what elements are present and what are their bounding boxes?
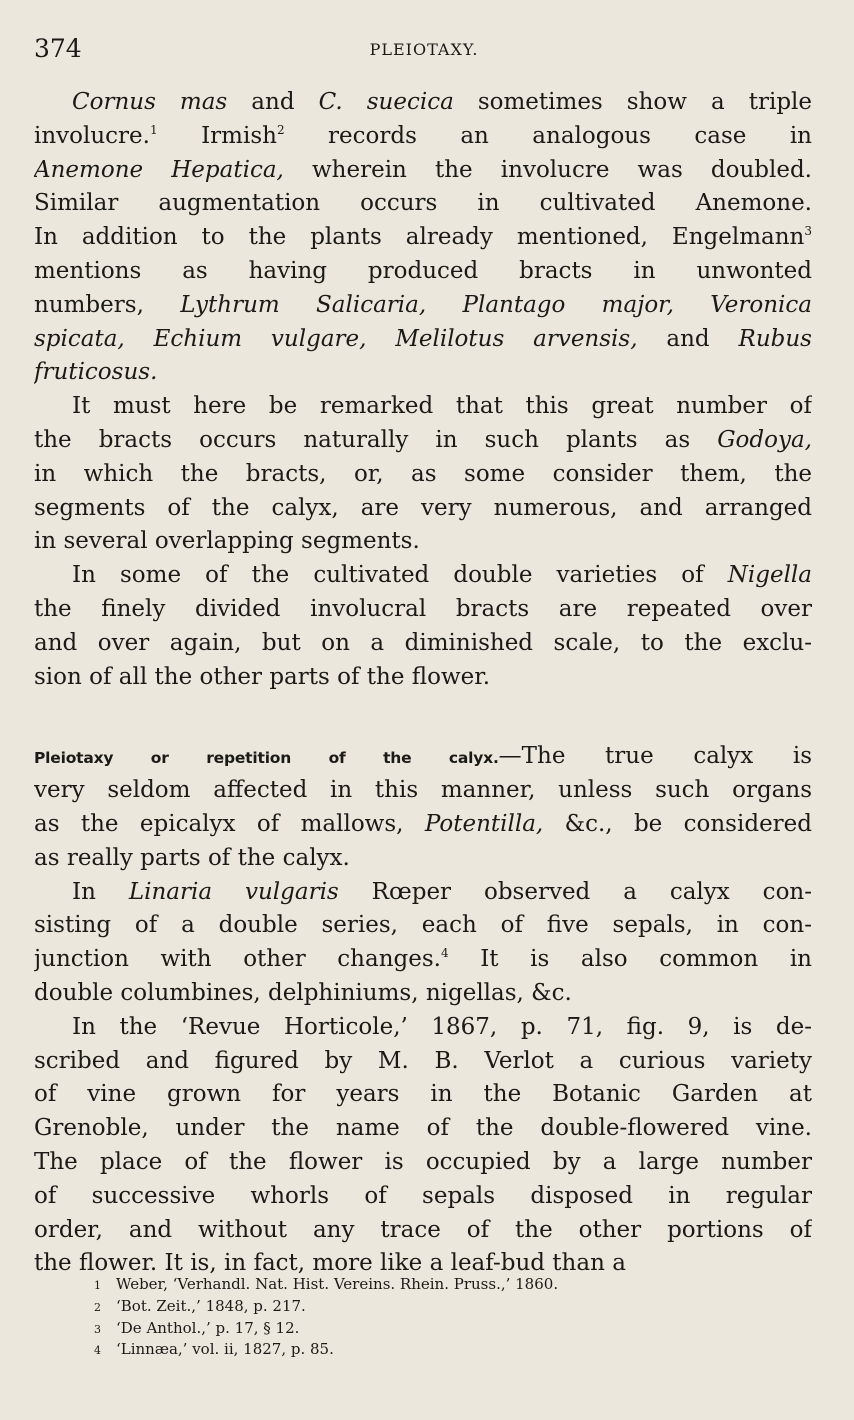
text-run: and [227, 89, 319, 115]
page-number: 374 [34, 34, 82, 63]
text-run: involucre. [34, 122, 150, 149]
text-run: records an analogous case in [284, 122, 812, 149]
footnote-ref: 4 [440, 946, 449, 961]
text-line [34, 808, 812, 842]
footnote [94, 1296, 558, 1318]
text-run: In addition to the plants already mentioned, Engelmann [34, 224, 805, 251]
text-line [34, 627, 812, 661]
text-line [34, 221, 812, 255]
intro-paragraphs [34, 86, 812, 694]
italic-text: Anemone Hepatica, [34, 156, 284, 183]
footnote-ref: 3 [804, 224, 812, 239]
text-line [34, 842, 812, 876]
page-header [34, 34, 814, 74]
italic-text: Nigella [727, 562, 812, 589]
text-line [34, 424, 812, 458]
italic-text: C. suecica [318, 89, 454, 115]
text-line [34, 525, 812, 559]
text-line [34, 187, 812, 221]
footnote-ref: 1 [149, 122, 158, 137]
footnote-text: ‘De Anthol.,’ p. 17, § 12. [116, 1318, 300, 1337]
text-run: wherein the involucre was doubled. [283, 156, 812, 183]
footnote [94, 1318, 558, 1340]
text-run: segments of the calyx, are very numerous, and arranged [34, 494, 812, 521]
paragraph [34, 559, 812, 694]
text-line [34, 120, 812, 154]
text-run: The place of the flower is occupied by a large number [34, 1148, 812, 1175]
text-run: mentions as having produced bracts in unwonted [34, 257, 812, 284]
text-line [34, 559, 812, 593]
text-run: sion of all the other parts of the flower. [34, 663, 491, 690]
footnote-mark: 4 [94, 1344, 101, 1358]
text-line [34, 593, 812, 627]
paragraph [34, 390, 812, 559]
paragraph [34, 740, 812, 875]
text-run: In some of the cultivated double varieties of [72, 562, 728, 589]
text-line [34, 909, 812, 943]
text-run: scribed and figured by M. B. Verlot a curious variety [34, 1047, 812, 1074]
text-run: of vine grown for years in the Botanic Garden at [34, 1081, 812, 1108]
text-run: very seldom affected in this manner, unless such organs [34, 777, 812, 804]
text-run: junction with other changes. [34, 946, 441, 973]
text-line [34, 876, 812, 910]
text-line [34, 86, 812, 120]
footnotes [94, 1274, 558, 1361]
footnote-text: ‘Bot. Zeit.,’ 1848, p. 217. [116, 1296, 306, 1315]
text-line [34, 1045, 812, 1079]
footnote-ref: 2 [276, 122, 285, 137]
text-run: the finely divided involucral bracts are repeated over [34, 595, 812, 622]
footnote [94, 1274, 558, 1296]
text-line [34, 289, 812, 323]
paragraph [34, 1011, 812, 1281]
text-run: &c., be considered [543, 810, 812, 837]
text-run: numbers, [34, 291, 181, 318]
text-run: and over again, but on a diminished scale, to the exclu- [34, 629, 812, 656]
text-run: of successive whorls of sepals disposed in regular [34, 1182, 812, 1209]
text-run: the bracts occurs naturally in such plants as [34, 426, 718, 453]
text-line [34, 1180, 812, 1214]
text-run: in which the bracts, or, as some consider them, the [34, 460, 812, 487]
text-run: order, and without any trace of the other portions of [34, 1216, 812, 1243]
running-title: PLEIOTAXY. [369, 40, 479, 59]
text-run: as the epicalyx of mallows, [34, 810, 425, 837]
italic-text: fruticosus. [34, 359, 158, 386]
text-line [34, 740, 812, 774]
italic-text: Godoya, [717, 426, 812, 453]
text-line [34, 774, 812, 808]
text-line [34, 154, 812, 188]
text-line [34, 356, 812, 390]
text-line [34, 1011, 812, 1045]
paragraph [34, 876, 812, 1011]
text-line [34, 390, 812, 424]
text-run: In [72, 878, 129, 905]
text-run: It must here be remarked that this great number of [72, 393, 812, 420]
text-run: Rœper observed a calyx con- [338, 878, 812, 905]
text-line [34, 255, 812, 289]
text-line [34, 977, 812, 1011]
footnote-text: Weber, ‘Verhandl. Nat. Hist. Vereins. Rhein. Pruss.,’ 1860. [116, 1275, 559, 1293]
section-gap [34, 694, 812, 740]
page-body [34, 86, 812, 1281]
text-run: as really parts of the calyx. [34, 844, 350, 871]
text-run: in several overlapping segments. [34, 528, 420, 555]
paragraph [34, 86, 812, 390]
text-run: sometimes show a triple [453, 89, 812, 115]
text-run: sisting of a double series, each of five sepals, in con- [34, 912, 812, 939]
text-line [34, 492, 812, 526]
text-line [34, 943, 812, 977]
text-run: It is also common in [448, 946, 812, 973]
italic-text: Rubus [738, 325, 812, 352]
text-line [34, 323, 812, 357]
footnote-mark: 1 [94, 1279, 101, 1292]
section-heading: Pleiotaxy or repetition of the calyx. [34, 749, 499, 768]
footnote [94, 1339, 558, 1361]
italic-text: spicata, Echium vulgare, Melilotus arvensis, [34, 325, 638, 352]
text-line [34, 1112, 812, 1146]
calyx-section [34, 740, 812, 1281]
italic-text: Cornus mas [72, 89, 228, 115]
text-run: Irmish [157, 122, 277, 149]
footnote-mark: 2 [94, 1300, 101, 1314]
footnote-text: ‘Linnæa,’ vol. ii, 1827, p. 85. [116, 1340, 334, 1359]
text-line [34, 458, 812, 492]
text-run: and [637, 325, 739, 352]
italic-text: Potentilla, [424, 810, 544, 837]
text-run: double columbines, delphiniums, nigellas, &c. [34, 979, 572, 1006]
italic-text: Linaria vulgaris [128, 878, 339, 905]
text-run: Grenoble, under the name of the double-flowered vine. [34, 1115, 812, 1142]
footnote-mark: 3 [94, 1322, 101, 1336]
text-run: In the ‘Revue Horticole,’ 1867, p. 71, fig. 9, is de- [72, 1013, 812, 1040]
text-run: the flower. It is, in fact, more like a leaf-bud than a [34, 1250, 626, 1277]
text-run: Similar augmentation occurs in cultivated Anemone. [34, 190, 812, 217]
text-line [34, 1214, 812, 1248]
italic-text: Lythrum Salicaria, Plantago major, Veronica [180, 291, 812, 318]
text-line [34, 1078, 812, 1112]
text-line [34, 661, 812, 695]
text-run: —The true calyx is [498, 743, 812, 770]
text-line [34, 1146, 812, 1180]
